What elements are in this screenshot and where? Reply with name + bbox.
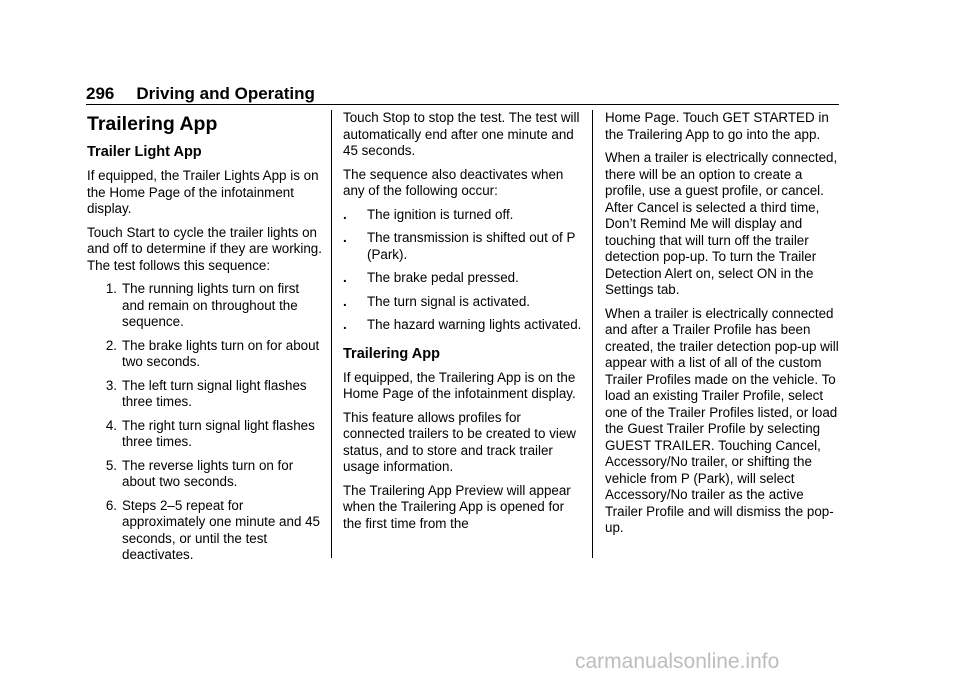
column-3: [605, 110, 841, 544]
list-item: . The transmission is shifted out of P (Park).: [343, 230, 576, 262]
column-divider-1: [331, 110, 332, 558]
page-title: Trailering App: [87, 113, 218, 135]
list-item: . The turn signal is activated.: [343, 293, 531, 309]
section-title: Driving and Operating: [136, 84, 315, 103]
list-item: 2. The brake lights turn on for about two seconds.: [105, 337, 320, 369]
stop-test-paragraph: Touch Stop to stop the test. The test will automatically end after one minute and 45 seconds.: [343, 110, 580, 158]
profile-selection-paragraph: When a trailer is electrically connected and after a Trailer Profile has been created, the trailer detection pop-up will appear with a list of all of the custom Trailer Profiles made on the vehicle. To load an existing Trailer Profile, select one of the Trailer Profiles listed, or load the Guest Trailer Profile by selecting GUEST TRAILER. Touching Cancel, Accessory/No trailer, or shifting the vehicle from P (Park), will select Accessory/No trailer as the active Trailer Profile and will dismiss the pop- up.: [605, 305, 839, 535]
list-item: 1. The running lights turn on first and remain on throughout the sequence.: [105, 281, 300, 329]
column-2: [343, 110, 583, 539]
watermark: carmanualsonline.info: [575, 650, 780, 673]
header-rule: [86, 104, 839, 105]
list-item: . The hazard warning lights activated.: [343, 317, 582, 332]
list-item: 3. The left turn signal light flashes three times.: [105, 377, 307, 409]
deactivation-list: [343, 207, 583, 334]
trailer-light-intro: If equipped, the Trailer Lights App is on the Home Page of the infotainment display.: [87, 168, 319, 216]
trailering-app-intro: If equipped, the Trailering App is on the Home Page of the infotainment display.: [343, 369, 576, 401]
list-item: 4. The right turn signal light flashes three times.: [105, 417, 315, 449]
list-item: . The ignition is turned off.: [343, 206, 514, 222]
deactivation-intro: The sequence also deactivates when any of the following occur:: [343, 166, 564, 198]
trailering-app-feature: This feature allows profiles for connected trailers to be created to view status, and to store and track trailer usage information.: [343, 409, 576, 474]
trailering-app-preview: The Trailering App Preview will appear when the Trailering App is opened for the first time from the: [343, 482, 571, 531]
page-number: 296: [86, 84, 115, 103]
column-divider-2: [592, 110, 593, 558]
test-sequence-list: [87, 281, 323, 564]
trailer-light-instructions: Touch Start to cycle the trailer lights on and off to determine if they are working. The test follows this sequence:: [87, 224, 322, 273]
trailer-light-app-heading: Trailer Light App: [87, 144, 202, 160]
column-1: [87, 110, 323, 571]
get-started-paragraph: Home Page. Touch GET STARTED in the Trailering App to go into the app.: [605, 110, 829, 142]
list-item: 6. Steps 2–5 repeat for approximately one minute and 45 seconds, or until the test deactivates.: [105, 497, 321, 562]
list-item: . The brake pedal pressed.: [343, 270, 519, 285]
profile-option-paragraph: When a trailer is electrically connected, there will be an option to create a profile, use a guest profile, or cancel. After Cancel is selected a third time, Don’t Remind Me will display and touching that will turn off the trailer detection pop-up. To turn the Trailer Detection Alert on, select ON in the Settings tab.: [605, 150, 838, 297]
list-item: 5. The reverse lights turn on for about two seconds.: [105, 457, 294, 489]
running-header: [86, 84, 839, 104]
trailering-app-heading: Trailering App: [343, 345, 440, 362]
